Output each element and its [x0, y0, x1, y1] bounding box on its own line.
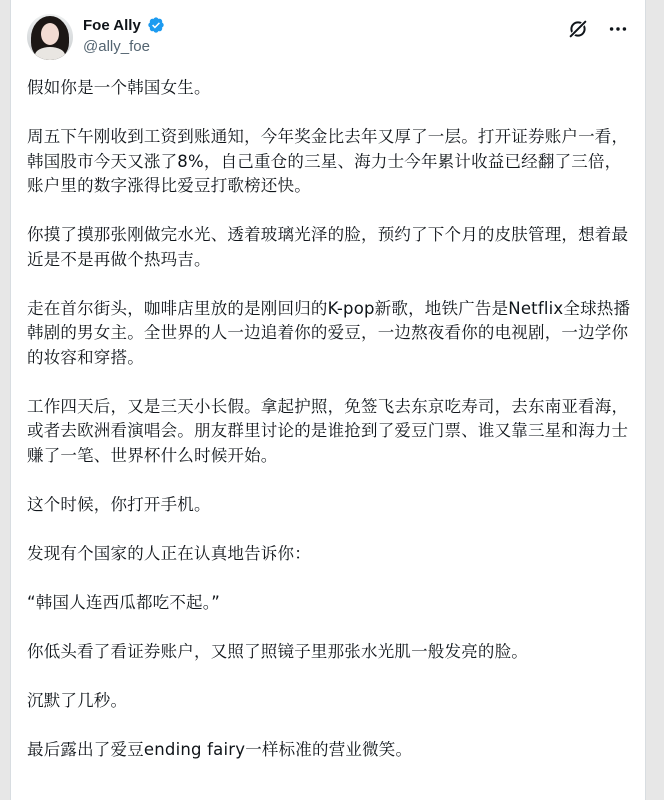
more-horizontal-icon[interactable]	[607, 18, 629, 40]
paragraph: “韩国人连西瓜都吃不起。”	[27, 592, 220, 612]
paragraph: 周五下午刚收到工资到账通知，今年奖金比去年又厚了一层。打开证券账户一看，韩国股市今天又涨了8%，自己重仓的三星、海力士今年累计收益已经翻了三倍，账户里的数字涨得比爱豆打歌榜还快。	[27, 127, 629, 195]
paragraph: 这个时候，你打开手机。	[27, 494, 211, 514]
avatar-face	[41, 23, 59, 45]
paragraph: 你摸了摸那张刚做完水光、透着玻璃光泽的脸，预约了下个月的皮肤管理，想着最近是不是再做个热玛吉。	[27, 225, 629, 269]
paragraph: 最后露出了爱豆ending fairy一样标准的营业微笑。	[27, 739, 413, 759]
grok-icon[interactable]	[567, 18, 589, 40]
tweet-card	[10, 0, 646, 800]
verified-badge-icon	[147, 16, 165, 34]
avatar-shoulder	[35, 47, 65, 60]
paragraph: 你低头看了看证券账户，又照了照镜子里那张水光肌一般发亮的脸。	[27, 641, 528, 661]
tweet-header	[27, 14, 629, 62]
header-actions	[567, 18, 629, 40]
avatar[interactable]	[27, 14, 73, 60]
user-handle[interactable]: @ally_foe	[83, 38, 150, 55]
paragraph: 发现有个国家的人正在认真地告诉你：	[27, 543, 311, 563]
paragraph: 沉默了几秒。	[27, 690, 128, 710]
paragraph: 走在首尔街头，咖啡店里放的是刚回归的K-pop新歌，地铁广告是Netflix全球热播韩剧的男女主。全世界的人一边追着你的爱豆，一边熬夜看你的电视剧，一边学你的妆容和穿搭。	[27, 298, 631, 367]
display-name[interactable]: Foe Ally	[83, 16, 141, 34]
name-row	[83, 16, 165, 34]
paragraph: 工作四天后，又是三天小长假。拿起护照，免签飞去东京吃寿司，去东南亚看海，或者去欧洲看演唱会。朋友群里讨论的是谁抢到了爱豆门票、谁又靠三星和海力士赚了一笔、世界杯什么时候开始。	[27, 396, 629, 465]
paragraph: 假如你是一个韩国女生。	[27, 78, 211, 97]
tweet-text	[27, 76, 631, 787]
